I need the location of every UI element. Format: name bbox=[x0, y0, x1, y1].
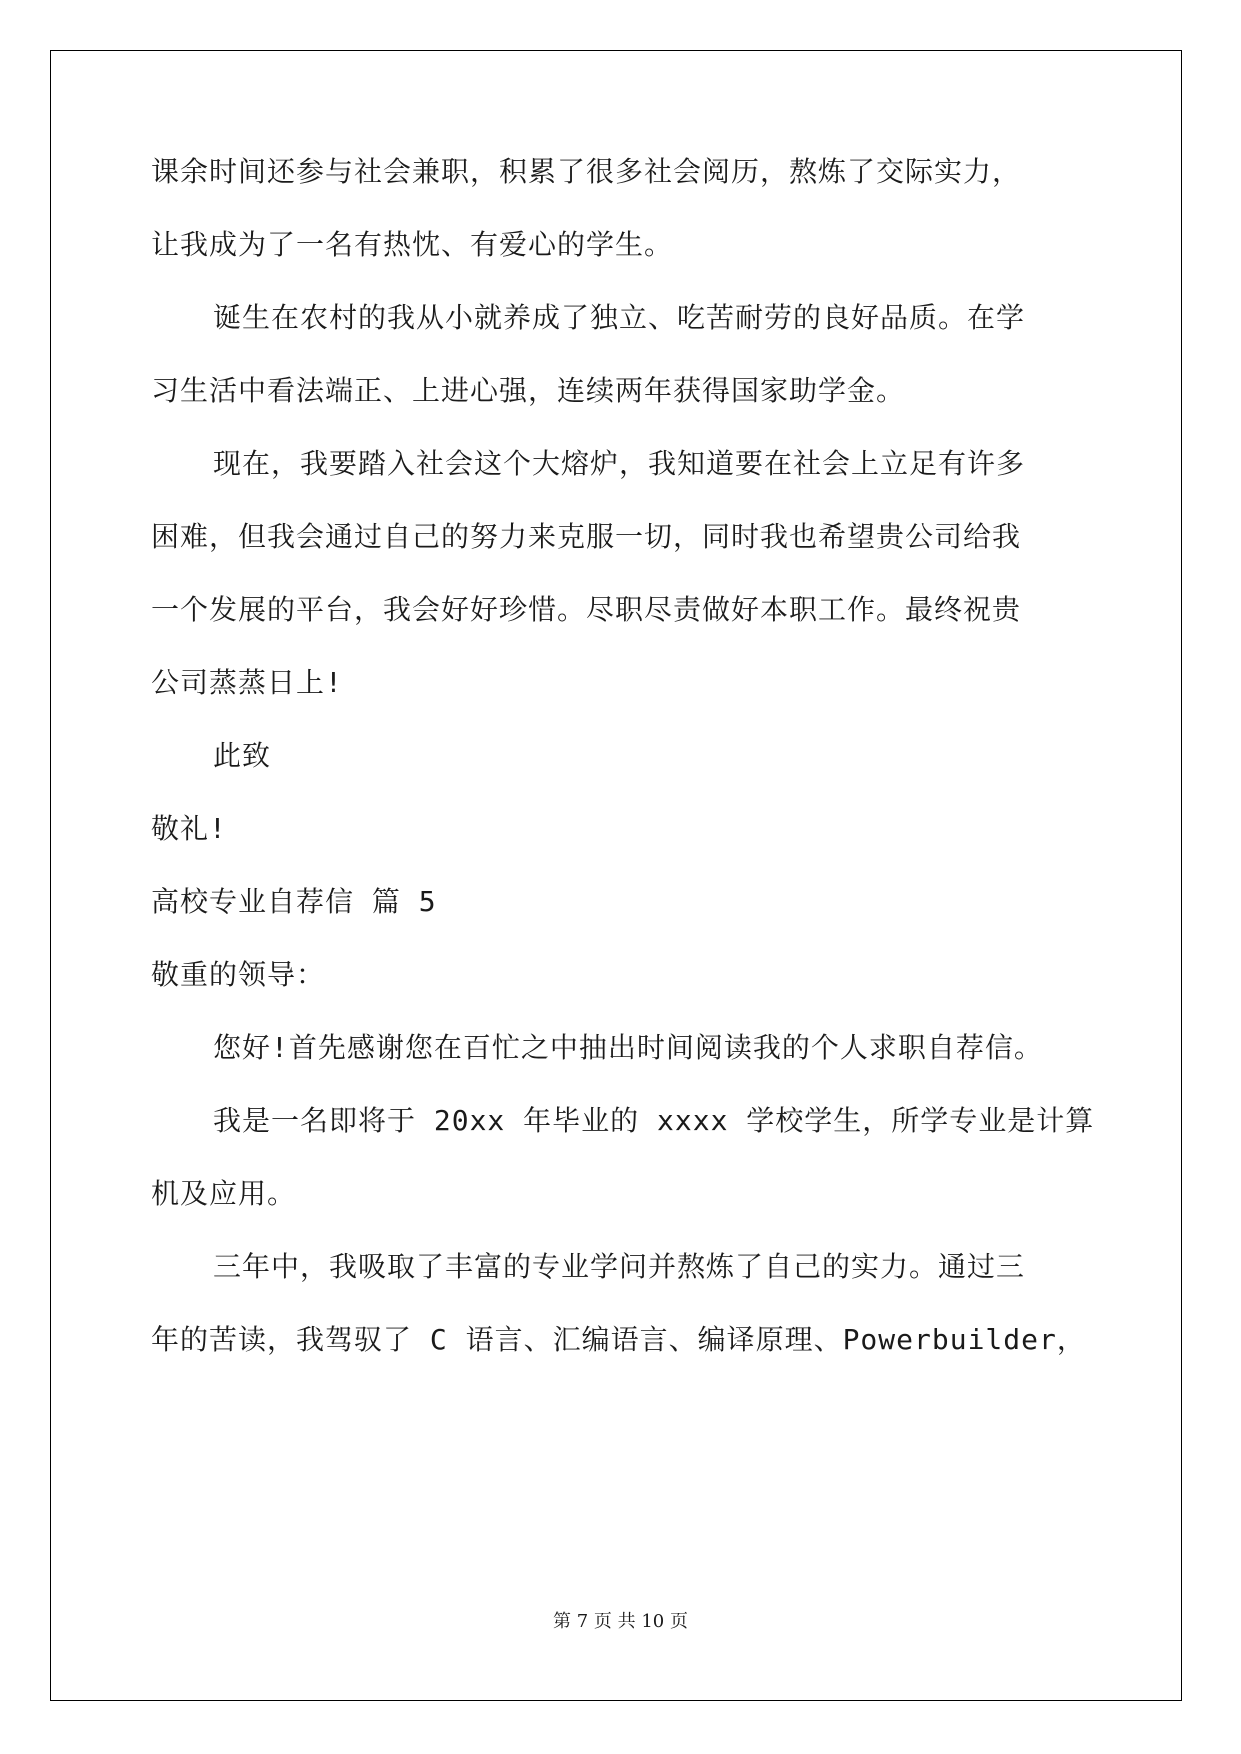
paragraph-start: 三年中，我吸取了丰富的专业学问并熬炼了自己的实力。通过三 bbox=[213, 1250, 1026, 1283]
greeting: 敬重的领导： bbox=[151, 958, 326, 991]
section-heading: 高校专业自荐信 篇 5 bbox=[151, 885, 437, 918]
closing-salutation: 此致 bbox=[213, 739, 272, 772]
text-line: 课余时间还参与社会兼职，积累了很多社会阅历，熬炼了交际实力， bbox=[151, 155, 1022, 188]
text-line: 习生活中看法端正、上进心强，连续两年获得国家助学金。 bbox=[151, 374, 906, 407]
paragraph-start: 诞生在农村的我从小就养成了独立、吃苦耐劳的良好品质。在学 bbox=[213, 301, 1026, 334]
paragraph-start: 我是一名即将于 20xx 年毕业的 xxxx 学校学生，所学专业是计算 bbox=[213, 1104, 1095, 1137]
text-line: 困难，但我会通过自己的努力来克服一切，同时我也希望贵公司给我 bbox=[151, 520, 1022, 553]
text-line: 公司蒸蒸日上! bbox=[151, 666, 343, 699]
paragraph-start: 您好!首先感谢您在百忙之中抽出时间阅读我的个人求职自荐信。 bbox=[213, 1031, 1043, 1064]
paragraph-start: 现在，我要踏入社会这个大熔炉，我知道要在社会上立足有许多 bbox=[213, 447, 1026, 480]
text-line: 年的苦读，我驾驭了 C 语言、汇编语言、编译原理、Powerbuilder， bbox=[151, 1323, 1086, 1356]
closing-regards: 敬礼! bbox=[151, 812, 227, 845]
page-number-footer: 第 7 页 共 10 页 bbox=[553, 1611, 688, 1632]
text-line: 机及应用。 bbox=[151, 1177, 297, 1210]
text-line: 一个发展的平台，我会好好珍惜。尽职尽责做好本职工作。最终祝贵 bbox=[151, 593, 1022, 626]
text-line: 让我成为了一名有热忱、有爱心的学生。 bbox=[151, 228, 674, 261]
